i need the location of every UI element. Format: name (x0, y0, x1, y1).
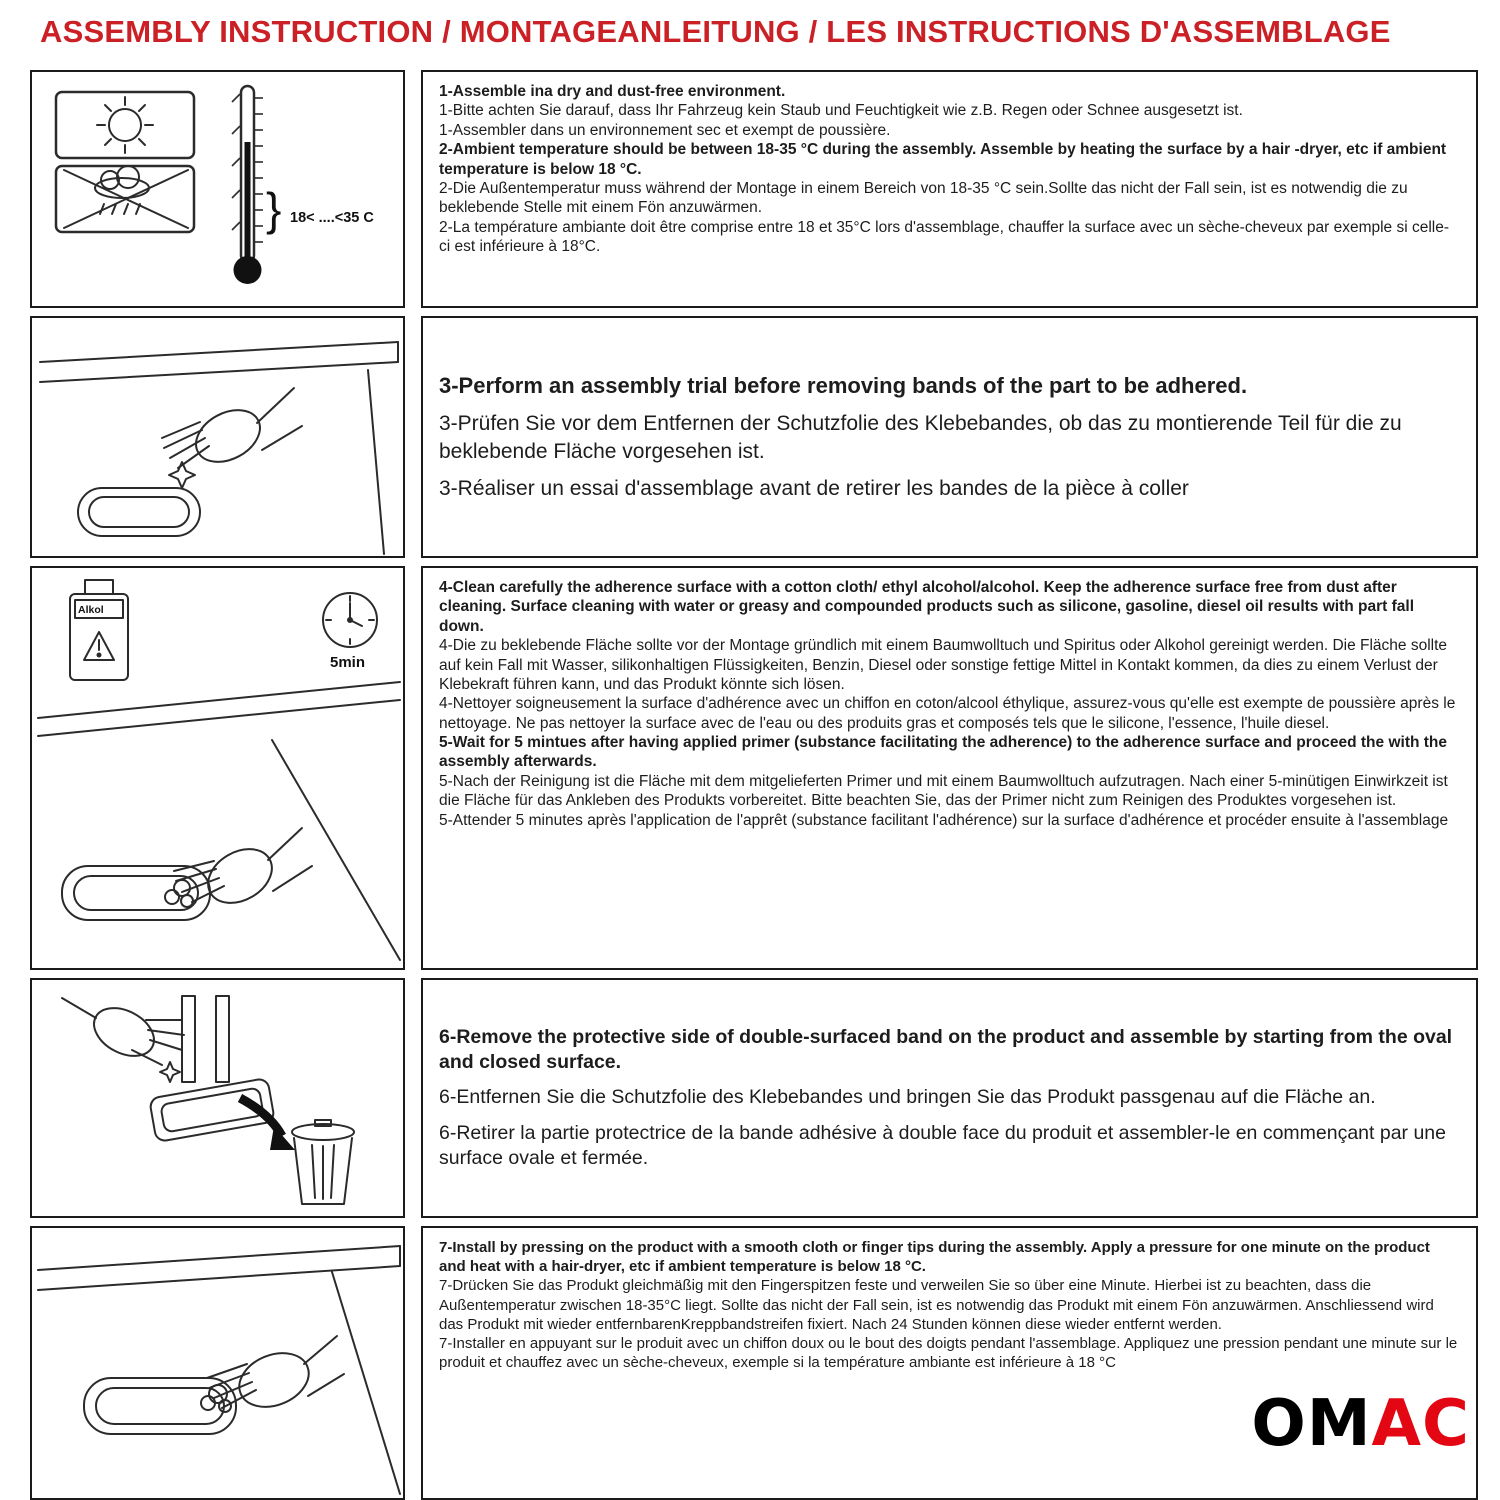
instruction-rows (30, 70, 1478, 1500)
instruction-1-de: 1-Bitte achten Sie darauf, dass Ihr Fahrzeug kein Staub und Feuchtigkeit wie z.B. Regen oder Schnee ausgesetzt ist. (439, 102, 1243, 120)
instruction-4-fr: 4-Nettoyer soigneusement la surface d'adhérence avec un chiffon en coton/alcool éthylique, assurez-vous qu'elle est exempte de poussière après le nettoyage. Ne pas nettoyer la surface avec de l'eau ou des produits gras et composés tels que le silicone, l'essence, l'huile diesel. (439, 695, 1456, 732)
instruction-4-de: 4-Die zu beklebende Fläche sollte vor der Montage gründlich mit einem Baumwolltuch und Spiritus oder Alkohol gereinigt werden. Die Fläche sollte auf kein Fall mit Wasser, silikonhaltigen Flüssigkeiten, Benzin, Diesel oder sonstige fettige Mittel in Kontakt kommen, da dies zu einem Verlust der Klebekraft führen kann, und das Produkt könnte sich lösen. (439, 637, 1448, 693)
page-title: ASSEMBLY INSTRUCTION / MONTAGEANLEITUNG / LES INSTRUCTIONS D'ASSEMBLAGE (40, 14, 1391, 49)
row-step-4-5 (30, 566, 1478, 970)
step7-illustration-box (30, 1226, 405, 1500)
row-step-3 (30, 316, 1478, 558)
environment-temperature-drawing (32, 72, 403, 306)
pressing-hand-icon (201, 1336, 344, 1417)
instruction-4-en: 4-Clean carefully the adherence surface with a cotton cloth/ ethyl alcohol/alcohol. Keep the adherence surface free from dust after cleaning. Surface cleaning with water or greasy and compounded products such as silicone, gasoline, diesel oil results with part fall down. (439, 579, 1415, 635)
step3-text-box (421, 316, 1478, 558)
omac-logo (1251, 1387, 1470, 1461)
instruction-5-en: 5-Wait for 5 mintues after having applied primer (substance facilitating the adherence) to the adherence surface and proceed the with the assembly afterwards. (439, 734, 1447, 771)
step1-illustration-box (30, 70, 405, 308)
temperature-range-label: 18< ....<35 C (290, 210, 374, 226)
cleaning-drawing (32, 568, 403, 968)
cleaning-hand-icon (165, 828, 312, 914)
step4-5-illustration-box (30, 566, 405, 970)
trash-icon (292, 1120, 354, 1204)
range-bracket: } (266, 183, 282, 235)
pressing-drawing (32, 1228, 403, 1498)
step3-illustration-box (30, 316, 405, 558)
sun-icon (97, 97, 153, 153)
instruction-6-en: 6-Remove the protective side of double-surfaced band on the product and assemble by starting from the oval and closed surface. (439, 1025, 1453, 1073)
instruction-5-fr: 5-Attender 5 minutes après l'application de l'apprêt (substance facilitant l'adhérence) sur la surface d'adhérence et procéder ensuite à l'assemblage (439, 811, 1449, 829)
hand-icon (62, 998, 184, 1066)
arrow-icon (240, 1098, 295, 1150)
instruction-3-fr: 3-Réaliser un essai d'assemblage avant de retirer les bandes de la pièce à coller (439, 477, 1189, 501)
hand-icon (162, 388, 302, 472)
instruction-7-fr: 7-Installer en appuyant sur le produit avec un chiffon doux ou le bout des doigts pendant l'assemblage. Appliquez une pression pendant une minute sur le produit et chauffez avec un sèche-cheveux, exemple si la température ambiante est inférieure à 18 °C (439, 1334, 1458, 1372)
omac-logo-red: AC (1371, 1387, 1470, 1461)
cloth-icon (174, 880, 190, 896)
assembly-trial-drawing (32, 318, 403, 556)
instruction-6-de: 6-Entfernen Sie die Schutzfolie des Klebebandes und bringen Sie das Produkt passgenau auf die Fläche an. (439, 1086, 1376, 1109)
instruction-1-en: 1-Assemble ina dry and dust-free environment. (439, 83, 786, 100)
instruction-2-de: 2-Die Außentemperatur muss während der Montage in einem Bereich von 18-35 °C sein.Sollte das nicht der Fall sein, ist es notwendig die zu beklebende Stelle mit einem Fön anzuwärmen. (439, 179, 1408, 217)
omac-logo-black: OM (1251, 1387, 1372, 1461)
instruction-7-de: 7-Drücken Sie das Produkt gleichmäßig mit den Fingerspitzen feste und verweilen Sie so über eine Minute. Hierbei ist zu beachten, dass die Außentemperatur zwischen 18-35°C liegt. Sollte das nicht der Fall sein, ist es notwendig das Produkt mit einem Fön anzuwärmen. Anschliessend wird das Produkt mit wieder entfernbarenKreppbandstreifen fixiert. Nach 24 Stunden können diese wieder entfernt werden. (439, 1277, 1434, 1333)
instruction-2-en: 2-Ambient temperature should be between 18-35 °C during the assembly. Assemble by heating the surface by a hair -dryer, etc if ambient temperature is below 18 °C. (439, 141, 1447, 178)
tape-strips (182, 996, 229, 1082)
door-sketch (38, 682, 400, 960)
instruction-7-en: 7-Install by pressing on the product with a smooth cloth or finger tips during the assembly. Apply a pressure for one minute on the product and heat with a hair-dryer, etc if ambient temperature is below 18 °C. (439, 1239, 1430, 1276)
step1-2-text-box (421, 70, 1478, 308)
no-rain-icon (64, 166, 188, 228)
door-sketch (38, 1246, 400, 1494)
instruction-3-en: 3-Perform an assembly trial before removing bands of the part to be adhered. (439, 372, 1248, 398)
row-step-1-2 (30, 70, 1478, 308)
wait-time-label: 5min (330, 654, 366, 671)
handle-outline (78, 488, 200, 536)
instruction-1-fr: 1-Assembler dans un environnement sec et exempt de poussière. (439, 121, 891, 139)
instruction-2-fr: 2-La température ambiante doit être comprise entre 18 et 35°C lors d'assemblage, chauffer la surface avec un sèche-cheveux par exemple si celle-ci est inférieure à 18°C. (439, 218, 1450, 255)
step4-5-text-box (421, 566, 1478, 970)
step6-text-box (421, 978, 1478, 1218)
instruction-6-fr: 6-Retirer la partie protectrice de la bande adhésive à double face du produit et assembler-le en commençant par une surface ovale et fermée. (439, 1121, 1447, 1170)
step6-illustration-box (30, 978, 405, 1218)
bottle-label: Alkol (78, 604, 104, 616)
alcohol-bottle-icon (70, 580, 128, 680)
instruction-3-de: 3-Prüfen Sie vor dem Entfernen der Schutzfolie des Klebebandes, ob das zu montierende Teil für die zu beklebende Fläche vorgesehen ist. (439, 411, 1402, 463)
thermometer-icon (232, 86, 263, 284)
instruction-5-de: 5-Nach der Reinigung ist die Fläche mit dem mitgelieferten Primer und mit einem Baumwolltuch aufzutragen. Nach einer 5-minütigen Einwirkzeit ist die Fläche für das Ankleben des Produkts vorbereitet. Bitte beachten Sie, das der Primer nicht zum Reinigen des Produktes vorgesehen ist. (439, 772, 1448, 810)
tape-removal-drawing (32, 980, 403, 1216)
row-step-6 (30, 978, 1478, 1218)
clock-icon (323, 593, 377, 647)
